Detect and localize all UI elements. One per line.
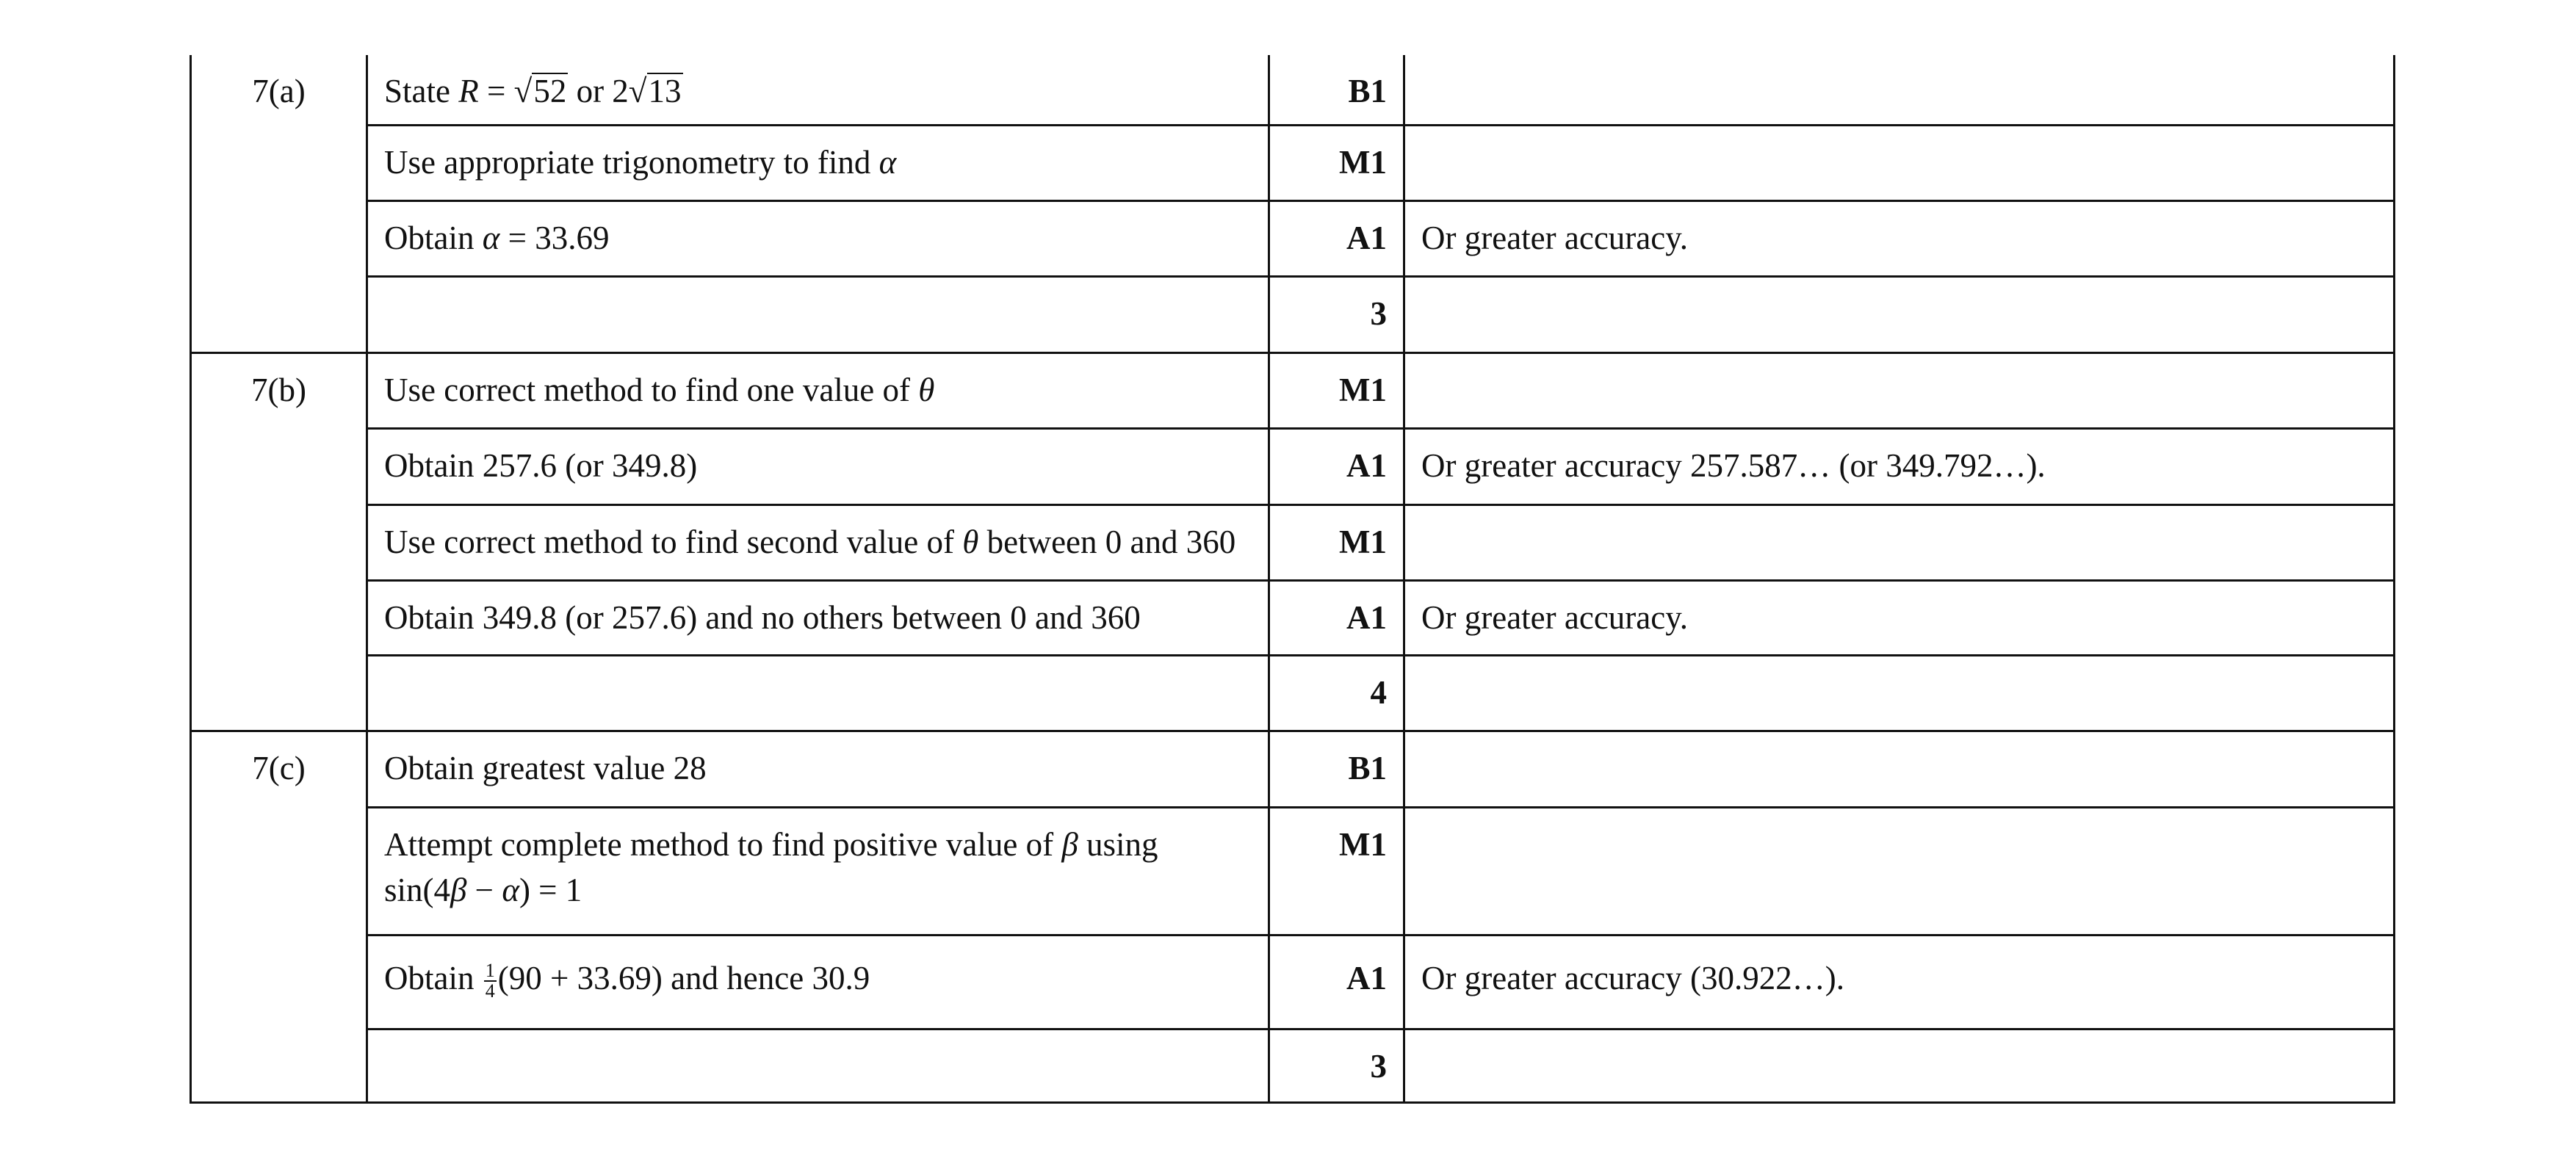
table-row xyxy=(191,125,2395,200)
answer-cell: Use correct method to find second value of θ between 0 and 360 xyxy=(367,504,1269,580)
guidance-cell xyxy=(1404,655,2395,731)
answer-cell: Use correct method to find one value of θ xyxy=(367,352,1269,428)
question-number: 7(b) xyxy=(191,352,367,731)
table-row xyxy=(191,428,2395,504)
table-row xyxy=(191,1029,2395,1102)
answer-cell: Use appropriate trigonometry to find α xyxy=(367,125,1269,200)
guidance-cell xyxy=(1404,807,2395,935)
answer-cell xyxy=(367,276,1269,352)
guidance-cell xyxy=(1404,276,2395,352)
answer-cell: Obtain $\frac{1}{4}$ (90 + 33.69) and hence 30.9 xyxy=(367,935,1269,1029)
table-row xyxy=(191,504,2395,580)
guidance-cell xyxy=(1404,1029,2395,1102)
guidance-cell: Or greater accuracy (30.922…). xyxy=(1404,935,2395,1029)
answer-cell xyxy=(367,655,1269,731)
mark-cell: A1 xyxy=(1269,580,1404,655)
mark-cell: M1 xyxy=(1269,504,1404,580)
mark-cell: M1 xyxy=(1269,807,1404,935)
table-row xyxy=(191,935,2395,1029)
guidance-cell xyxy=(1404,504,2395,580)
guidance-cell xyxy=(1404,731,2395,807)
question-number: 7(c) xyxy=(191,731,367,1102)
mark-cell: M1 xyxy=(1269,125,1404,200)
answer-cell: Obtain α = 33.69 xyxy=(367,200,1269,276)
table-row xyxy=(191,55,2395,125)
answer-cell: Obtain greatest value 28 xyxy=(367,731,1269,807)
mark-cell: B1 xyxy=(1269,731,1404,807)
mark-cell: A1 xyxy=(1269,935,1404,1029)
mark-scheme-table xyxy=(190,55,2395,1104)
mark-cell: A1 xyxy=(1269,200,1404,276)
answer-cell: Obtain 349.8 (or 257.6) and no others between 0 and 360 xyxy=(367,580,1269,655)
question-number: 7(a) xyxy=(191,55,367,352)
guidance-cell: Or greater accuracy. xyxy=(1404,200,2395,276)
answer-cell: Obtain 257.6 (or 349.8) xyxy=(367,428,1269,504)
answer-cell xyxy=(367,1029,1269,1102)
total-mark-cell: 3 xyxy=(1269,276,1404,352)
table-row xyxy=(191,731,2395,807)
table-row xyxy=(191,200,2395,276)
mark-cell: M1 xyxy=(1269,352,1404,428)
guidance-cell xyxy=(1404,55,2395,125)
mark-scheme-sheet xyxy=(190,55,2393,1104)
fraction: $\frac{1}{4}$ xyxy=(485,960,495,1002)
guidance-cell: Or greater accuracy 257.587… (or 349.792…). xyxy=(1404,428,2395,504)
mark-cell: A1 xyxy=(1269,428,1404,504)
table-row xyxy=(191,276,2395,352)
guidance-cell xyxy=(1404,125,2395,200)
total-mark-cell: 3 xyxy=(1269,1029,1404,1102)
guidance-cell xyxy=(1404,352,2395,428)
answer-cell: State R = √52 or 2√13 xyxy=(367,55,1269,125)
table-row xyxy=(191,580,2395,655)
answer-cell: Attempt complete method to find positive value of β using sin(4β − α) = 1 xyxy=(367,807,1269,935)
table-row xyxy=(191,807,2395,935)
table-row xyxy=(191,655,2395,731)
table-row xyxy=(191,352,2395,428)
mark-cell: B1 xyxy=(1269,55,1404,125)
total-mark-cell: 4 xyxy=(1269,655,1404,731)
guidance-cell: Or greater accuracy. xyxy=(1404,580,2395,655)
